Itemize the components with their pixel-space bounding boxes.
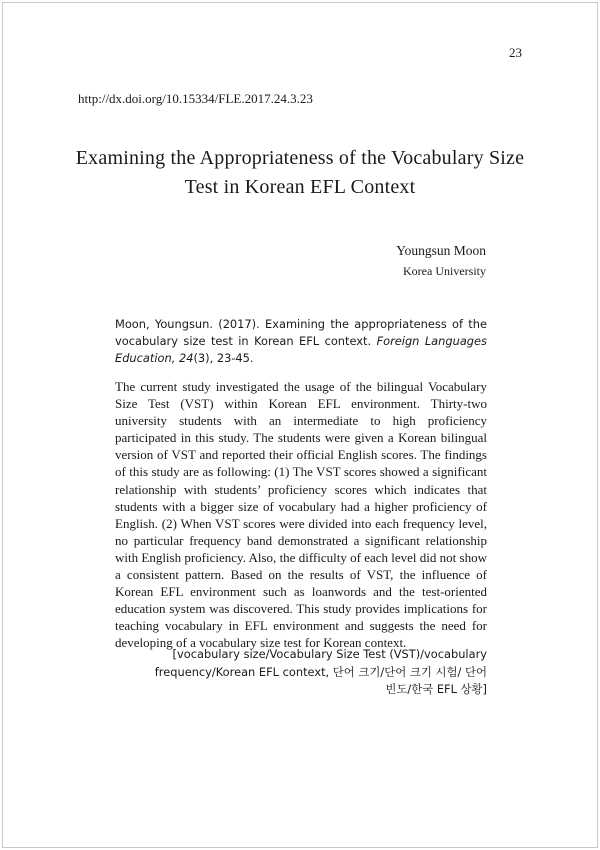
author-name: Youngsun Moon xyxy=(396,243,486,258)
citation-suffix: (3), 23-45. xyxy=(193,351,254,365)
doi-link[interactable]: http://dx.doi.org/10.15334/FLE.2017.24.3.23 xyxy=(78,91,313,106)
citation-prefix: Moon, Youngsun. (2017). Examining the appropriateness of the vocabulary size test in Korean EFL context. xyxy=(115,317,487,348)
abstract: The current study investigated the usage of the bilingual Vocabulary Size Test (VST) within Korean EFL environment. Thirty-two university students with an intermediate to high proficiency participated in this study. The students were given a Korean bilingual version of VST and reported their official English scores. The findings of this study are as following: (1) The VST scores showed a significant relationship with students’ proficiency scores which indicates that students with a bigger size of vocabulary had a higher proficiency of English. (2) When VST scores were divided into each frequency level, no particular frequency band demonstrated a significant relationship with English proficiency. Also, the difficulty of each level did not show a consistent pattern. Based on the results of VST, the influence of Korean EFL environment such as loanwords and the test-oriented education system was discovered. This study provides implications for teaching vocabulary in EFL environment and suggests the need for developing of a vocabulary size test for Korean context. xyxy=(115,379,487,651)
paper-title: Examining the Appropriateness of the Vocabulary Size Test in Korean EFL Context xyxy=(75,147,525,198)
citation-journal: Foreign Languages Education, 24 xyxy=(115,334,487,365)
author-block xyxy=(396,240,486,282)
page-number: 23 xyxy=(509,45,522,60)
keywords: [vocabulary size/Vocabulary Size Test (VST)/vocabulary frequency/Korean EFL context, 단어 크기/단어 크기 시험/ 단어 빈도/한국 EFL 상황] xyxy=(154,647,487,696)
author-affiliation: Korea University xyxy=(403,264,486,278)
citation xyxy=(115,316,487,367)
